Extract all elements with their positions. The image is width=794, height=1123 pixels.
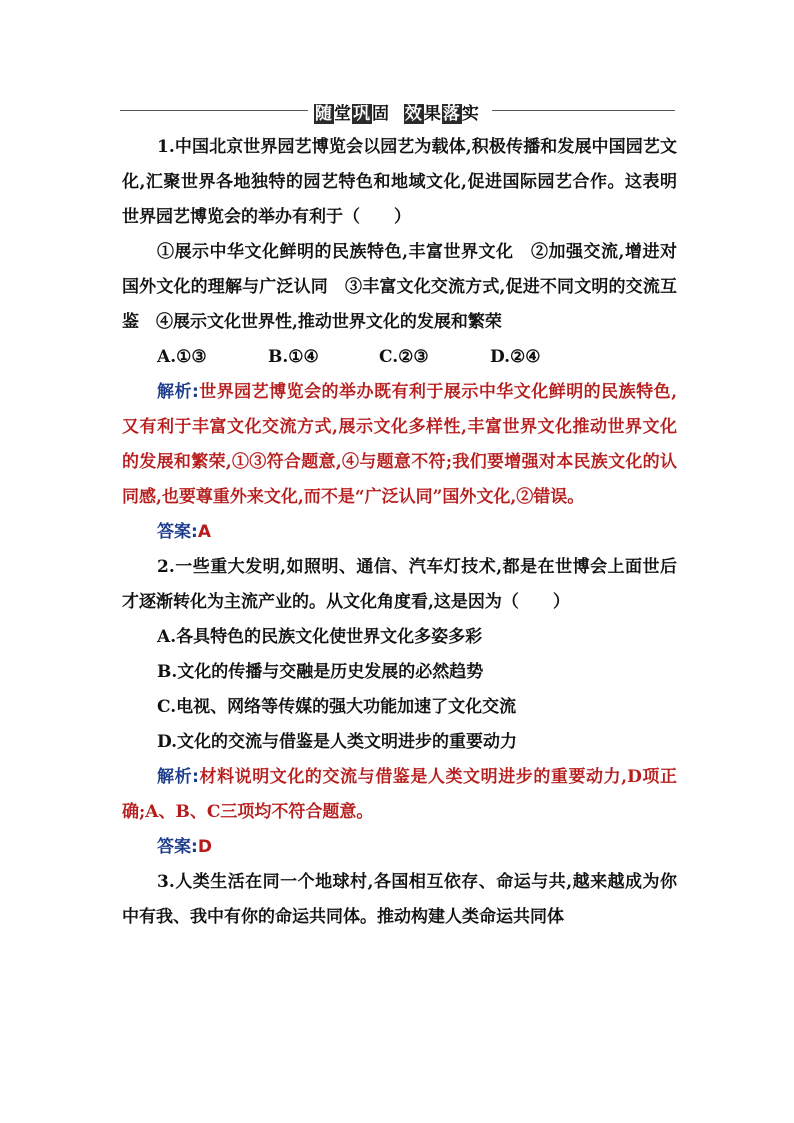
choice-a: A.①③ — [157, 347, 207, 367]
option-a: A.各具特色的民族文化使世界文化多姿多彩 — [157, 627, 483, 647]
explanation-text: 世界园艺博览会的举办既有利于展示中华文化鲜明的民族特色,又有利于丰富文化交流方式,展示文化多样性,丰富世界文化推动世界文化的发展和繁荣,①③符合题意,④与题意不符;我们要增强对本民族文化的认同感,也要尊重外来文化,而不是“广泛认同”国外文化,②错误。 — [122, 382, 677, 507]
explanation-text: 材料说明文化的交流与借鉴是人类文明进步的重要动力,D项正确;A、B、C三项均不符合题意。 — [122, 767, 677, 822]
section-header — [120, 98, 675, 124]
title-char: 果 — [423, 104, 442, 124]
title-char: 固 — [372, 104, 390, 124]
title-char: 效 — [404, 104, 423, 124]
question-1-statements: ①展示中华文化鲜明的民族特色,丰富世界文化 ②加强交流,增进对国外文化的理解与广泛认同 ③丰富文化交流方式,促进不同文明的交流互鉴 ④展示文化世界性,推动世界文化的发展和繁荣 — [122, 242, 677, 332]
title-char: 堂 — [334, 104, 352, 124]
section-title — [314, 99, 486, 124]
explanation-label: 解析: — [157, 382, 199, 402]
question-1-stem: 1.中国北京世界园艺博览会以园艺为载体,积极传播和发展中国园艺文化,汇聚世界各地独特的园艺特色和地域文化,促进国际园艺合作。这表明世界园艺博览会的举办有利于（ ） — [122, 137, 677, 227]
question-1-answer — [122, 515, 677, 550]
question-1-explanation — [122, 375, 677, 515]
answer-value: A — [197, 522, 211, 542]
title-char: 随 — [315, 104, 333, 124]
answer-value: D — [197, 837, 212, 857]
title-char: 巩 — [353, 104, 371, 124]
question-3-stem: 3.人类生活在同一个地球村,各国相互依存、命运与共,越来越成为你中有我、我中有你的命运共同体。推动构建人类命运共同体 — [122, 872, 677, 927]
option-d: D.文化的交流与借鉴是人类文明进步的重要动力 — [157, 732, 518, 752]
question-2-stem: 2.一些重大发明,如照明、通信、汽车灯技术,都是在世博会上面世后才逐渐转化为主流产业的。从文化角度看,这是因为（ ） — [122, 557, 677, 612]
answer-label: 答案: — [157, 522, 198, 542]
header-rule-right — [492, 110, 675, 111]
choice-d: D.②④ — [490, 347, 541, 367]
question-2-answer — [122, 830, 677, 865]
document-body — [122, 130, 677, 935]
question-2-explanation — [122, 760, 677, 830]
option-b: B.文化的传播与交融是历史发展的必然趋势 — [157, 662, 484, 682]
answer-label: 答案: — [157, 837, 198, 857]
title-char: 实 — [461, 104, 480, 124]
question-1-choices — [122, 340, 677, 375]
header-rule-left — [120, 110, 308, 111]
choice-c: C.②③ — [379, 347, 429, 367]
option-c: C.电视、网络等传媒的强大功能加速了文化交流 — [157, 697, 517, 717]
choice-b: B.①④ — [268, 347, 319, 367]
explanation-label: 解析: — [157, 767, 199, 787]
title-char: 落 — [442, 104, 461, 124]
